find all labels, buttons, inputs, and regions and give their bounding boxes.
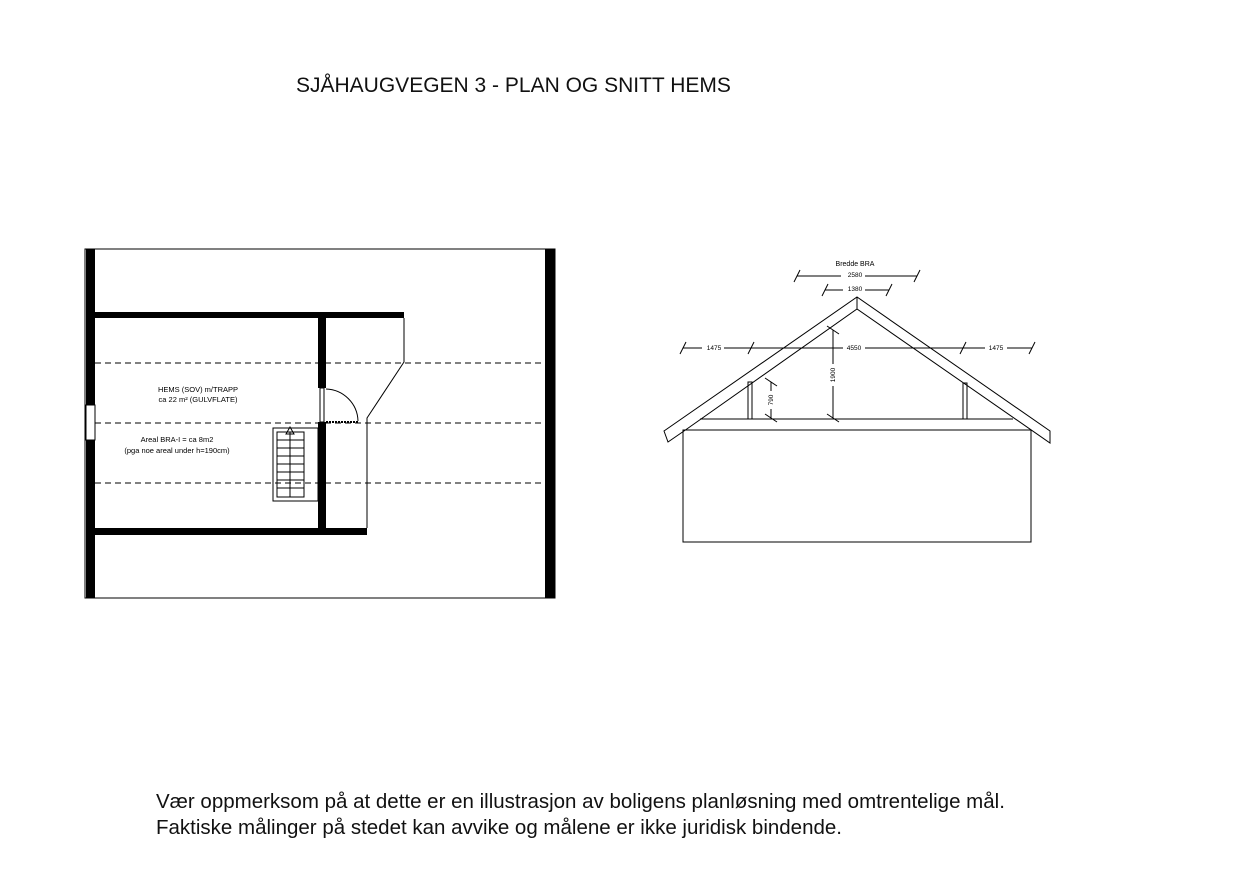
dim-1475-right: 1475: [988, 345, 1004, 352]
dim-2580: 2580: [847, 272, 863, 279]
floor-plan: [85, 249, 555, 598]
dim-1900: 1900: [830, 367, 837, 383]
dim-4550: 4550: [846, 345, 862, 352]
window: [86, 405, 95, 440]
staircase: [273, 427, 318, 501]
disclaimer: [156, 789, 1005, 841]
right-wall: [545, 249, 555, 598]
bra-area: Areal BRA-I = ca 8m2: [140, 435, 214, 444]
drawing-title: SJÅHAUGVEGEN 3 - PLAN OG SNITT HEMS: [296, 74, 731, 97]
left-wall-upper: [86, 249, 95, 405]
dim-790: 790: [768, 394, 775, 406]
section-view: [664, 261, 1050, 542]
left-wall-lower: [86, 440, 95, 598]
building-body: [683, 430, 1031, 542]
disclaimer-line-1: Vær oppmerksom på at dette er en illustrasjon av boligens planløsning med omtrentelige mål.: [156, 790, 1005, 813]
bra-note: (pga noe areal under h=190cm): [124, 446, 230, 455]
room-area: ca 22 m² (GULVFLATE): [158, 395, 238, 404]
roof-rafters: [664, 297, 1050, 443]
disclaimer-line-2: Faktiske målinger på stedet kan avvike og målene er ikke juridisk bindende.: [156, 816, 842, 839]
dim-1380: 1380: [847, 286, 863, 293]
room-label: HEMS (SOV) m/TRAPP: [157, 385, 239, 394]
door-swing: [326, 389, 358, 421]
knee-wall-right: [963, 383, 967, 419]
inner-top-wall: [95, 312, 404, 318]
dim-1475-left: 1475: [706, 345, 722, 352]
width-label: Bredde BRA: [835, 261, 875, 268]
knee-wall-left: [748, 382, 752, 419]
door: [320, 388, 324, 422]
inner-bottom-wall: [95, 528, 367, 535]
